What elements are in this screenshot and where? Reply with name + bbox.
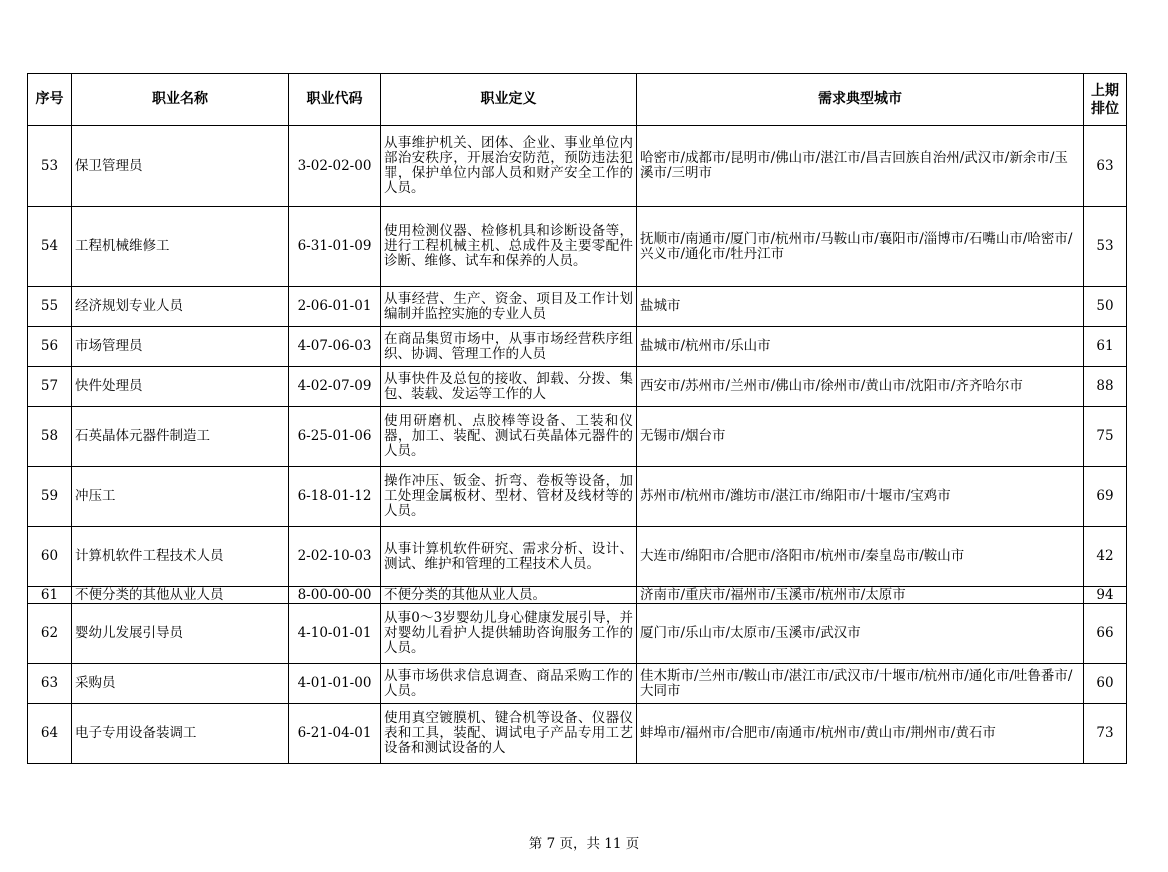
cell-previous-rank: 61 <box>1084 327 1127 367</box>
cell-occupation-name: 计算机软件工程技术人员 <box>72 527 289 587</box>
cell-occupation-name: 冲压工 <box>72 467 289 527</box>
cell-number: 61 <box>28 587 72 604</box>
cell-occupation-code: 4-02-07-09 <box>289 367 381 407</box>
cell-previous-rank: 88 <box>1084 367 1127 407</box>
cell-occupation-definition: 操作冲压、钣金、折弯、卷板等设备，加工处理金属板材、型材、管材及线材等的人员。 <box>381 467 637 527</box>
cell-occupation-name: 婴幼儿发展引导员 <box>72 604 289 664</box>
cell-typical-cities: 无锡市/烟台市 <box>637 407 1084 467</box>
cell-previous-rank: 94 <box>1084 587 1127 604</box>
table-row <box>28 467 1127 527</box>
cell-typical-cities: 哈密市/成都市/昆明市/佛山市/湛江市/昌吉回族自治州/武汉市/新余市/玉溪市/三明市 <box>637 126 1084 207</box>
cell-occupation-definition: 从事计算机软件研究、需求分析、设计、测试、维护和管理的工程技术人员。 <box>381 527 637 587</box>
cell-typical-cities: 盐城市 <box>637 287 1084 327</box>
cell-previous-rank: 69 <box>1084 467 1127 527</box>
cell-previous-rank: 66 <box>1084 604 1127 664</box>
cell-number: 53 <box>28 126 72 207</box>
cell-typical-cities: 苏州市/杭州市/潍坊市/湛江市/绵阳市/十堰市/宝鸡市 <box>637 467 1084 527</box>
cell-typical-cities: 西安市/苏州市/兰州市/佛山市/徐州市/黄山市/沈阳市/齐齐哈尔市 <box>637 367 1084 407</box>
cell-occupation-definition: 使用研磨机、点胶棒等设备、工装和仪器，加工、装配、测试石英晶体元器件的人员。 <box>381 407 637 467</box>
cell-occupation-name: 不便分类的其他从业人员 <box>72 587 289 604</box>
header-occupation-definition: 职业定义 <box>381 74 637 126</box>
cell-typical-cities: 厦门市/乐山市/太原市/玉溪市/武汉市 <box>637 604 1084 664</box>
cell-occupation-code: 6-31-01-09 <box>289 207 381 287</box>
header-previous-rank-line1: 上期 <box>1091 82 1119 99</box>
table-row <box>28 604 1127 664</box>
cell-number: 55 <box>28 287 72 327</box>
cell-previous-rank: 42 <box>1084 527 1127 587</box>
cell-typical-cities: 大连市/绵阳市/合肥市/洛阳市/杭州市/秦皇岛市/鞍山市 <box>637 527 1084 587</box>
table-body <box>28 126 1127 764</box>
cell-occupation-name: 采购员 <box>72 664 289 704</box>
cell-occupation-code: 6-21-04-01 <box>289 704 381 764</box>
cell-occupation-name: 经济规划专业人员 <box>72 287 289 327</box>
cell-occupation-name: 快件处理员 <box>72 367 289 407</box>
table-row <box>28 407 1127 467</box>
cell-number: 62 <box>28 604 72 664</box>
cell-number: 58 <box>28 407 72 467</box>
cell-typical-cities: 盐城市/杭州市/乐山市 <box>637 327 1084 367</box>
table-row <box>28 664 1127 704</box>
table-row <box>28 287 1127 327</box>
cell-number: 64 <box>28 704 72 764</box>
cell-occupation-definition: 从事快件及总包的接收、卸载、分拨、集包、装载、发运等工作的人 <box>381 367 637 407</box>
header-typical-cities: 需求典型城市 <box>637 74 1084 126</box>
cell-occupation-name: 保卫管理员 <box>72 126 289 207</box>
cell-previous-rank: 75 <box>1084 407 1127 467</box>
cell-number: 59 <box>28 467 72 527</box>
page-footer: 第 7 页，共 11 页 <box>528 836 640 852</box>
table-row <box>28 327 1127 367</box>
header-previous-rank <box>1084 74 1127 126</box>
cell-number: 63 <box>28 664 72 704</box>
cell-occupation-code: 2-02-10-03 <box>289 527 381 587</box>
cell-occupation-code: 6-18-01-12 <box>289 467 381 527</box>
cell-previous-rank: 73 <box>1084 704 1127 764</box>
cell-occupation-code: 2-06-01-01 <box>289 287 381 327</box>
cell-occupation-code: 4-07-06-03 <box>289 327 381 367</box>
header-previous-rank-line2: 排位 <box>1091 100 1119 117</box>
cell-occupation-definition: 使用检测仪器、检修机具和诊断设备等，进行工程机械主机、总成件及主要零配件诊断、维修、试车和保养的人员。 <box>381 207 637 287</box>
cell-number: 54 <box>28 207 72 287</box>
table-row <box>28 207 1127 287</box>
table-row <box>28 527 1127 587</box>
cell-typical-cities: 济南市/重庆市/福州市/玉溪市/杭州市/太原市 <box>637 587 1084 604</box>
cell-previous-rank: 63 <box>1084 126 1127 207</box>
cell-occupation-definition: 从事市场供求信息调查、商品采购工作的人员。 <box>381 664 637 704</box>
cell-number: 56 <box>28 327 72 367</box>
cell-occupation-definition: 从事0～3岁婴幼儿身心健康发展引导，并对婴幼儿看护人提供辅助咨询服务工作的人员。 <box>381 604 637 664</box>
table-header-row <box>28 74 1127 126</box>
cell-occupation-name: 石英晶体元器件制造工 <box>72 407 289 467</box>
header-occupation-code: 职业代码 <box>289 74 381 126</box>
cell-occupation-code: 6-25-01-06 <box>289 407 381 467</box>
cell-occupation-definition: 从事经营、生产、资金、项目及工作计划编制并监控实施的专业人员 <box>381 287 637 327</box>
table-row <box>28 367 1127 407</box>
cell-typical-cities: 抚顺市/南通市/厦门市/杭州市/马鞍山市/襄阳市/淄博市/石嘴山市/哈密市/兴义市/通化市/牡丹江市 <box>637 207 1084 287</box>
cell-occupation-definition: 不便分类的其他从业人员。 <box>381 587 637 604</box>
table-row <box>28 126 1127 207</box>
cell-occupation-definition: 使用真空镀膜机、键合机等设备、仪器仪表和工具，装配、调试电子产品专用工艺设备和测试设备的人 <box>381 704 637 764</box>
cell-typical-cities: 蚌埠市/福州市/合肥市/南通市/杭州市/黄山市/荆州市/黄石市 <box>637 704 1084 764</box>
cell-previous-rank: 60 <box>1084 664 1127 704</box>
cell-number: 57 <box>28 367 72 407</box>
cell-typical-cities: 佳木斯市/兰州市/鞍山市/湛江市/武汉市/十堰市/杭州市/通化市/吐鲁番市/大同市 <box>637 664 1084 704</box>
occupation-table <box>27 73 1127 764</box>
cell-occupation-code: 3-02-02-00 <box>289 126 381 207</box>
cell-occupation-name: 工程机械维修工 <box>72 207 289 287</box>
cell-occupation-definition: 在商品集贸市场中，从事市场经营秩序组织、协调、管理工作的人员 <box>381 327 637 367</box>
header-number: 序号 <box>28 74 72 126</box>
cell-occupation-code: 8-00-00-00 <box>289 587 381 604</box>
cell-occupation-name: 电子专用设备装调工 <box>72 704 289 764</box>
cell-occupation-code: 4-01-01-00 <box>289 664 381 704</box>
cell-previous-rank: 50 <box>1084 287 1127 327</box>
table-row <box>28 704 1127 764</box>
cell-previous-rank: 53 <box>1084 207 1127 287</box>
table-row <box>28 587 1127 604</box>
cell-occupation-code: 4-10-01-01 <box>289 604 381 664</box>
cell-occupation-definition: 从事维护机关、团体、企业、事业单位内部治安秩序，开展治安防范，预防违法犯罪，保护单位内部人员和财产安全工作的人员。 <box>381 126 637 207</box>
header-occupation-name: 职业名称 <box>72 74 289 126</box>
cell-number: 60 <box>28 527 72 587</box>
cell-occupation-name: 市场管理员 <box>72 327 289 367</box>
